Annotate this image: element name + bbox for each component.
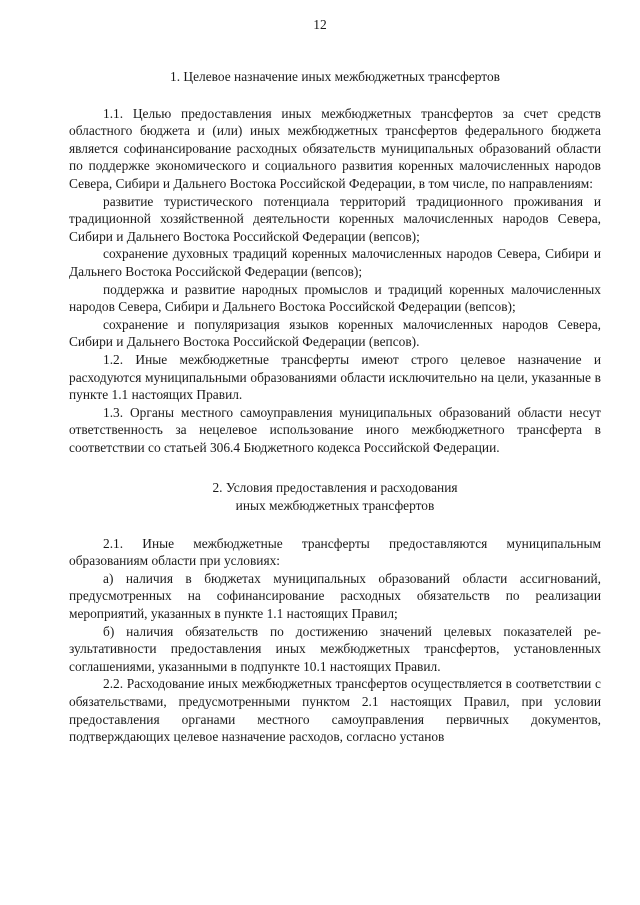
section-2-title-line-1: 2. Условия предоставления и расходования — [212, 480, 458, 496]
paragraph: развитие туристического потенциала территорий традиционного проживания и традиционной хозяйственной деятельности коренных малочисленных народов Севера, Сибири и Дальнего Востока Российской Федерации (вепсов); — [69, 193, 601, 244]
paragraph: поддержка и развитие народных промыслов и традиций коренных малочисленных народов Севера, Сибири и Дальнего Востока Российской Федерации (вепсов); — [69, 281, 601, 315]
paragraph: а) наличия в бюджетах муниципальных образований области ассигнований, предусмотренных на софинансирование расходных обязательств по реализации мероприятий, указанных в пункте 1.1 настоящих Правил; — [69, 570, 601, 622]
section-1 — [69, 68, 601, 456]
paragraph: 2.2. Расходование иных межбюджетных трансфертов осуществляется в соответствии с обязательствами, предусмотренными пунктом 2.1 настоящих Правил, при условии предоставления органами местного самоуправления первичных документов, подтверждающих целевое назначение расходов, согласно установ — [69, 676, 601, 745]
document-body — [69, 68, 601, 746]
paragraph: 1.2. Иные межбюджетные трансферты имеют строго целевое назначение и расходуются муниципальными образованиями области исключительно на цели, указанные в пункте 1.1 настоящих Правил. — [69, 351, 601, 403]
paragraph: 1.1. Целью предоставления иных межбюджетных трансфертов за счет средств областного бюджета и (или) иных межбюджетных трансфертов федерального бюджета является софинансирование расходных обязательств муниципальных образований области по поддержке экономического и социального развития коренных малочисленных народов Севера, Сибири и Дальнего Востока Российской Федерации, в том числе, по направлениям: — [69, 105, 601, 191]
section-1-title: 1. Целевое назначение иных межбюджетных трансфертов — [170, 69, 500, 84]
paragraph: 2.1. Иные межбюджетные трансферты предоставляются муниципальным образованиям области при условиях: — [69, 535, 601, 569]
section-2-title-line-2: иных межбюджетных трансфертов — [235, 498, 435, 514]
section-2 — [69, 479, 601, 745]
paragraph: 1.3. Органы местного самоуправления муниципальных образований области несут ответственность за нецелевое использование иного межбюджетного трансферта в соответствии со статьей 306.4 Бюджетного кодекса Российской Федерации. — [69, 404, 601, 455]
paragraph: б) наличия обязательств по достижению значений целевых показателей результативности предоставления иных межбюджетных трансфертов, установленных соглашениями, указанными в подпункте 10.1 настоящих Правил. — [69, 623, 601, 674]
paragraph: сохранение духовных традиций коренных малочисленных народов Севера, Сибири и Дальнего Востока Российской Федерации (вепсов); — [69, 246, 601, 279]
page-number: 12 — [313, 17, 327, 32]
paragraph: сохранение и популяризация языков коренных малочисленных народов Севера, Сибири и Дальнего Востока Российской Федерации (вепсов). — [69, 316, 601, 350]
section-2-title — [69, 479, 601, 514]
